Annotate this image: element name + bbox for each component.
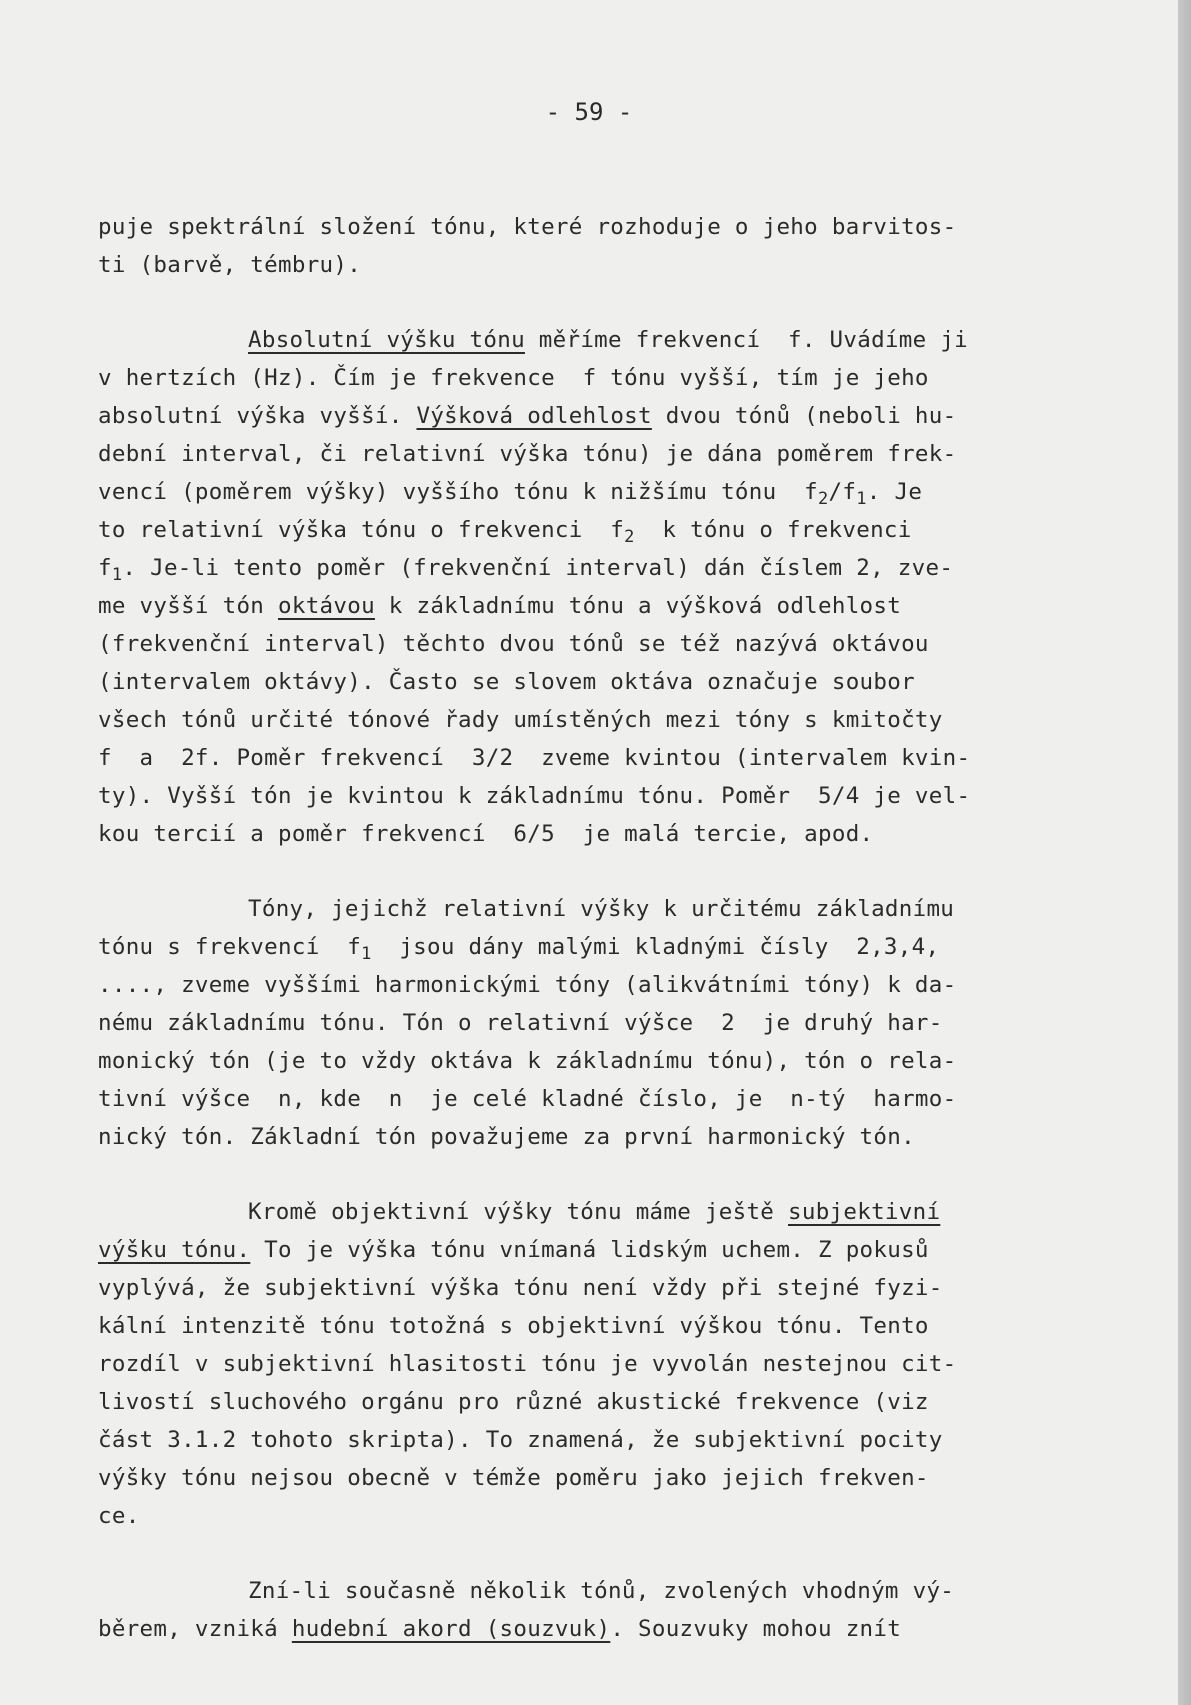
text-line <box>98 511 1068 549</box>
text-line <box>98 1080 1068 1118</box>
text-line <box>98 701 1068 739</box>
subscript: 1 <box>856 489 867 509</box>
text-segment: f <box>98 555 112 581</box>
text-line <box>98 435 1068 473</box>
text-line <box>98 1610 1068 1648</box>
text-line <box>98 928 1068 966</box>
subscript: 2 <box>818 489 829 509</box>
subscript: 1 <box>361 944 372 964</box>
text-segment: vencí (poměrem výšky) vyššího tónu k nižšímu tónu f <box>98 479 818 505</box>
text-segment: f a 2f. Poměr frekvencí 3/2 zveme kvintou (intervalem kvin- <box>98 745 971 771</box>
text-line <box>98 549 1068 587</box>
paragraph-chord <box>98 1572 1068 1648</box>
text-line <box>98 208 1068 246</box>
text-line <box>98 587 1068 625</box>
page-edge-shadow <box>1178 0 1191 1705</box>
text-segment: absolutní výška vyšší. <box>98 403 417 429</box>
text-segment: k základnímu tónu a výšková odlehlost <box>374 593 902 619</box>
text-segment: To je výška tónu vnímaná lidským uchem. Z pokusů <box>250 1237 929 1263</box>
text-segment: ty). Vyšší tón je kvintou k základnímu tónu. Poměr 5/4 je vel- <box>98 783 971 809</box>
text-line <box>98 777 1068 815</box>
text-line <box>98 1345 1068 1383</box>
subscript: 1 <box>111 565 123 585</box>
text-segment: dební interval, či relativní výška tónu) je dána poměrem frek- <box>98 441 957 467</box>
text-segment: puje spektrální složení tónu, které rozhoduje o jeho barvitos- <box>98 214 957 240</box>
text-segment: k tónu o frekvenci <box>634 517 912 543</box>
text-line <box>98 739 1068 777</box>
text-line <box>98 1307 1068 1345</box>
text-segment: běrem, vzniká <box>98 1616 292 1642</box>
text-segment: ...., zveme vyššími harmonickými tóny (alikvátními tóny) k da- <box>98 972 957 998</box>
text-line <box>98 1269 1068 1307</box>
text-segment: kou tercií a poměr frekvencí 6/5 je malá tercie, apod. <box>98 821 874 847</box>
text-segment: část 3.1.2 tohoto skripta). To znamená, že subjektivní pocity <box>98 1427 943 1453</box>
text-segment: jsou dány malými kladnými čísly 2,3,4, <box>371 934 940 960</box>
text-segment: . Je <box>866 479 923 505</box>
text-line <box>98 1193 1068 1231</box>
text-segment: všech tónů určité tónové řady umístěných mezi tóny s kmitočty <box>98 707 943 733</box>
page-number: - 59 - <box>545 98 633 126</box>
text-line <box>98 663 1068 701</box>
text-line <box>98 246 1068 284</box>
text-segment: vyplývá, že subjektivní výška tónu není vždy při stejné fyzi- <box>98 1275 943 1301</box>
text-segment: me vyšší tón <box>98 593 278 619</box>
body-text <box>98 208 1068 1685</box>
text-segment: Zní-li současně několik tónů, zvolených vhodným vý- <box>248 1578 955 1604</box>
underlined-term: Absolutní výšku tónu <box>248 327 525 353</box>
text-segment: livostí sluchového orgánu pro různé akustické frekvence (viz <box>98 1389 929 1415</box>
text-segment: nému základnímu tónu. Tón o relativní výšce 2 je druhý har- <box>98 1010 943 1036</box>
text-line <box>98 890 1068 928</box>
text-line <box>98 1118 1068 1156</box>
text-segment: ce. <box>98 1503 140 1529</box>
text-segment: měříme frekvencí f. Uvádíme ji <box>524 327 969 353</box>
text-segment: výšky tónu nejsou obecně v témže poměru jako jejich frekven- <box>98 1465 929 1491</box>
text-segment: dvou tónů (neboli hu- <box>651 403 957 429</box>
text-segment: . Je-li tento poměr (frekvenční interval) dán číslem 2, zve- <box>122 555 954 581</box>
subscript: 2 <box>624 527 635 547</box>
text-line <box>98 359 1068 397</box>
text-line <box>98 966 1068 1004</box>
text-line <box>98 1459 1068 1497</box>
paragraph-subjective-pitch <box>98 1193 1068 1535</box>
text-segment: to relativní výška tónu o frekvenci f <box>98 517 625 543</box>
paragraph-harmonics <box>98 890 1068 1156</box>
underlined-term: Výšková odlehlost <box>416 403 652 429</box>
text-line <box>98 1497 1068 1535</box>
text-line <box>98 1231 1068 1269</box>
text-segment: rozdíl v subjektivní hlasitosti tónu je vyvolán nestejnou cit- <box>98 1351 957 1377</box>
text-segment: ti (barvě, témbru). <box>98 252 362 278</box>
paragraph-continued <box>98 208 1068 284</box>
text-line <box>98 1421 1068 1459</box>
text-line <box>98 1004 1068 1042</box>
text-line <box>98 1572 1068 1610</box>
text-segment: monický tón (je to vždy oktáva k základnímu tónu), tón o rela- <box>98 1048 957 1074</box>
paragraph-absolute-pitch <box>98 321 1068 853</box>
text-line <box>98 1042 1068 1080</box>
text-segment: (frekvenční interval) těchto dvou tónů se též nazývá oktávou <box>98 631 929 657</box>
text-line <box>98 473 1068 511</box>
text-segment: (intervalem oktávy). Často se slovem oktáva označuje soubor <box>98 669 915 695</box>
text-segment: Kromě objektivní výšky tónu máme ještě <box>248 1199 788 1225</box>
text-segment: /f <box>828 479 857 505</box>
underlined-term: subjektivní <box>788 1199 941 1225</box>
text-segment: . Souzvuky mohou znít <box>610 1616 902 1642</box>
text-segment: tónu s frekvencí f <box>98 934 362 960</box>
text-segment: v hertzích (Hz). Čím je frekvence f tónu vyšší, tím je jeho <box>98 365 929 391</box>
text-line <box>98 625 1068 663</box>
underlined-term: hudební akord (souzvuk) <box>291 1616 611 1642</box>
text-line <box>98 321 1068 359</box>
text-line <box>98 1383 1068 1421</box>
text-segment: Tóny, jejichž relativní výšky k určitému základnímu <box>248 896 955 922</box>
text-line <box>98 397 1068 435</box>
text-segment: kální intenzitě tónu totožná s objektivní výškou tónu. Tento <box>98 1313 929 1339</box>
underlined-term: výšku tónu. <box>98 1237 251 1263</box>
text-segment: nický tón. Základní tón považujeme za první harmonický tón. <box>98 1124 915 1150</box>
text-segment: tivní výšce n, kde n je celé kladné číslo, je n-tý harmo- <box>98 1086 957 1112</box>
underlined-term: oktávou <box>278 593 375 619</box>
text-line <box>98 815 1068 853</box>
